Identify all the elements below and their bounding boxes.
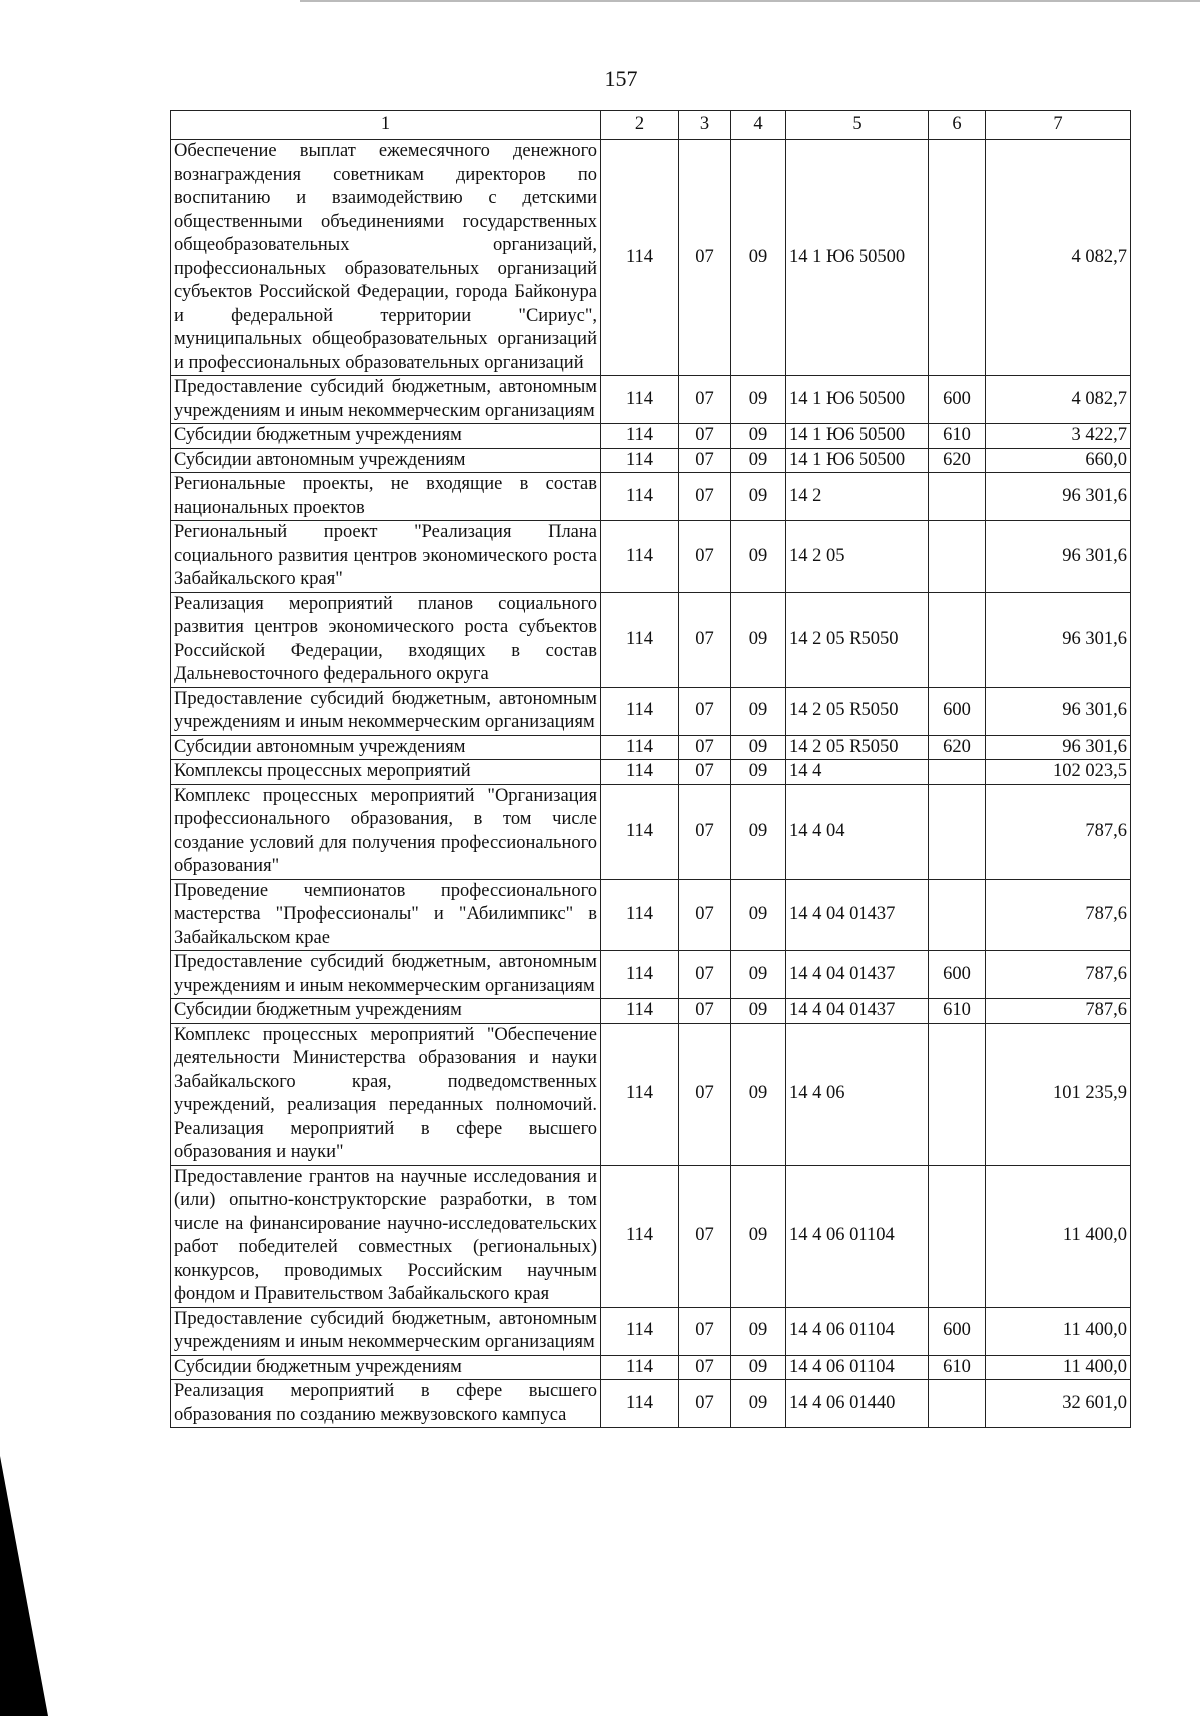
table-row: [171, 879, 1131, 951]
target-article-cell: 14 4: [786, 760, 929, 785]
column-header: 3: [679, 111, 731, 140]
expense-type-cell: 610: [929, 424, 986, 449]
target-article-cell: 14 2 05 R5050: [786, 687, 929, 735]
amount-cell: 660,0: [986, 448, 1131, 473]
amount-cell: 11 400,0: [986, 1307, 1131, 1355]
column-header: 6: [929, 111, 986, 140]
row-name-cell: Предоставление грантов на научные исследования и (или) опытно-конструкторские разработки, в том числе на финансирование научно-исследовательских работ победителей совместных (региональных) конкурсов, проводимых Российским научным фондом и Правительством Забайкальского края: [171, 1165, 601, 1307]
ministry-code-cell: 114: [601, 1380, 679, 1428]
table-row: [171, 687, 1131, 735]
section-code-cell: 07: [679, 951, 731, 999]
table-row: [171, 999, 1131, 1024]
subsection-code-cell: 09: [731, 784, 786, 879]
amount-cell: 96 301,6: [986, 521, 1131, 593]
subsection-code-cell: 09: [731, 760, 786, 785]
ministry-code-cell: 114: [601, 784, 679, 879]
expense-type-cell: 600: [929, 951, 986, 999]
subsection-code-cell: 09: [731, 735, 786, 760]
expense-type-cell: [929, 784, 986, 879]
subsection-code-cell: 09: [731, 687, 786, 735]
section-code-cell: 07: [679, 735, 731, 760]
table-row: [171, 521, 1131, 593]
target-article-cell: 14 4 06 01104: [786, 1307, 929, 1355]
section-code-cell: 07: [679, 999, 731, 1024]
budget-table: [170, 110, 1131, 1428]
amount-cell: 96 301,6: [986, 735, 1131, 760]
expense-type-cell: [929, 592, 986, 687]
target-article-cell: 14 4 04 01437: [786, 879, 929, 951]
row-name-cell: Субсидии бюджетным учреждениям: [171, 999, 601, 1024]
section-code-cell: 07: [679, 1307, 731, 1355]
row-name-cell: Реализация мероприятий в сфере высшего образования по созданию межвузовского кампуса: [171, 1380, 601, 1428]
ministry-code-cell: 114: [601, 1307, 679, 1355]
table-row: [171, 951, 1131, 999]
expense-type-cell: 610: [929, 999, 986, 1024]
amount-cell: 32 601,0: [986, 1380, 1131, 1428]
table-row: [171, 424, 1131, 449]
ministry-code-cell: 114: [601, 424, 679, 449]
ministry-code-cell: 114: [601, 687, 679, 735]
table-row: [171, 760, 1131, 785]
row-name-cell: Предоставление субсидий бюджетным, автономным учреждениям и иным некоммерческим организациям: [171, 687, 601, 735]
ministry-code-cell: 114: [601, 521, 679, 593]
section-code-cell: 07: [679, 424, 731, 449]
row-name-cell: Проведение чемпионатов профессионального мастерства "Профессионалы" и "Абилимпикс" в Забайкальском крае: [171, 879, 601, 951]
ministry-code-cell: 114: [601, 879, 679, 951]
table-row: [171, 1307, 1131, 1355]
row-name-cell: Предоставление субсидий бюджетным, автономным учреждениям и иным некоммерческим организациям: [171, 951, 601, 999]
amount-cell: 787,6: [986, 879, 1131, 951]
expense-type-cell: [929, 1165, 986, 1307]
row-name-cell: Региональные проекты, не входящие в состав национальных проектов: [171, 473, 601, 521]
section-code-cell: 07: [679, 760, 731, 785]
target-article-cell: 14 2 05: [786, 521, 929, 593]
target-article-cell: 14 4 06 01104: [786, 1165, 929, 1307]
subsection-code-cell: 09: [731, 1165, 786, 1307]
subsection-code-cell: 09: [731, 951, 786, 999]
subsection-code-cell: 09: [731, 1307, 786, 1355]
section-code-cell: 07: [679, 1380, 731, 1428]
subsection-code-cell: 09: [731, 473, 786, 521]
amount-cell: 11 400,0: [986, 1355, 1131, 1380]
amount-cell: 96 301,6: [986, 687, 1131, 735]
amount-cell: 787,6: [986, 951, 1131, 999]
amount-cell: 787,6: [986, 999, 1131, 1024]
subsection-code-cell: 09: [731, 424, 786, 449]
target-article-cell: 14 1 Ю6 50500: [786, 424, 929, 449]
section-code-cell: 07: [679, 1023, 731, 1165]
table-row: [171, 1165, 1131, 1307]
subsection-code-cell: 09: [731, 879, 786, 951]
section-code-cell: 07: [679, 376, 731, 424]
target-article-cell: 14 2: [786, 473, 929, 521]
row-name-cell: Комплексы процессных мероприятий: [171, 760, 601, 785]
table-row: [171, 473, 1131, 521]
row-name-cell: Реализация мероприятий планов социального развития центров экономического роста субъектов Российской Федерации, входящих в состав Дальневосточного федерального округа: [171, 592, 601, 687]
table-body: [171, 140, 1131, 1428]
amount-cell: 4 082,7: [986, 140, 1131, 376]
section-code-cell: 07: [679, 140, 731, 376]
section-code-cell: 07: [679, 448, 731, 473]
table-row: [171, 1023, 1131, 1165]
expense-type-cell: [929, 1380, 986, 1428]
amount-cell: 4 082,7: [986, 376, 1131, 424]
table-row: [171, 140, 1131, 376]
page-number: 157: [604, 66, 638, 91]
ministry-code-cell: 114: [601, 140, 679, 376]
target-article-cell: 14 4 04 01437: [786, 951, 929, 999]
target-article-cell: 14 4 06 01104: [786, 1355, 929, 1380]
column-header: 7: [986, 111, 1131, 140]
target-article-cell: 14 2 05 R5050: [786, 735, 929, 760]
amount-cell: 102 023,5: [986, 760, 1131, 785]
row-name-cell: Субсидии бюджетным учреждениям: [171, 424, 601, 449]
column-header: 5: [786, 111, 929, 140]
amount-cell: 3 422,7: [986, 424, 1131, 449]
subsection-code-cell: 09: [731, 521, 786, 593]
expense-type-cell: 610: [929, 1355, 986, 1380]
target-article-cell: 14 1 Ю6 50500: [786, 376, 929, 424]
expense-type-cell: [929, 140, 986, 376]
subsection-code-cell: 09: [731, 592, 786, 687]
table-row: [171, 592, 1131, 687]
row-name-cell: Комплекс процессных мероприятий "Организация профессионального образования, в том числе создание условий для получения профессионального образования": [171, 784, 601, 879]
section-code-cell: 07: [679, 521, 731, 593]
expense-type-cell: [929, 521, 986, 593]
table-row: [171, 376, 1131, 424]
expense-type-cell: 600: [929, 1307, 986, 1355]
expense-type-cell: 620: [929, 448, 986, 473]
ministry-code-cell: 114: [601, 473, 679, 521]
ministry-code-cell: 114: [601, 376, 679, 424]
target-article-cell: 14 1 Ю6 50500: [786, 448, 929, 473]
subsection-code-cell: 09: [731, 1380, 786, 1428]
table-row: [171, 1355, 1131, 1380]
expense-type-cell: [929, 760, 986, 785]
ministry-code-cell: 114: [601, 1355, 679, 1380]
column-header: 4: [731, 111, 786, 140]
expense-type-cell: 620: [929, 735, 986, 760]
ministry-code-cell: 114: [601, 999, 679, 1024]
target-article-cell: 14 1 Ю6 50500: [786, 140, 929, 376]
section-code-cell: 07: [679, 879, 731, 951]
ministry-code-cell: 114: [601, 735, 679, 760]
ministry-code-cell: 114: [601, 951, 679, 999]
row-name-cell: Субсидии автономным учреждениям: [171, 735, 601, 760]
amount-cell: 96 301,6: [986, 592, 1131, 687]
table-row: [171, 448, 1131, 473]
subsection-code-cell: 09: [731, 448, 786, 473]
column-header: 1: [171, 111, 601, 140]
table-header-row: [171, 111, 1131, 140]
target-article-cell: 14 2 05 R5050: [786, 592, 929, 687]
target-article-cell: 14 4 04: [786, 784, 929, 879]
expense-type-cell: 600: [929, 376, 986, 424]
column-header: 2: [601, 111, 679, 140]
subsection-code-cell: 09: [731, 999, 786, 1024]
expense-type-cell: [929, 1023, 986, 1165]
subsection-code-cell: 09: [731, 1023, 786, 1165]
section-code-cell: 07: [679, 592, 731, 687]
subsection-code-cell: 09: [731, 1355, 786, 1380]
expense-type-cell: 600: [929, 687, 986, 735]
row-name-cell: Субсидии бюджетным учреждениям: [171, 1355, 601, 1380]
table-row: [171, 735, 1131, 760]
amount-cell: 787,6: [986, 784, 1131, 879]
row-name-cell: Региональный проект "Реализация Плана социального развития центров экономического роста Забайкальского края": [171, 521, 601, 593]
section-code-cell: 07: [679, 1355, 731, 1380]
table-row: [171, 1380, 1131, 1428]
scan-top-rule: [300, 0, 1200, 2]
row-name-cell: Предоставление субсидий бюджетным, автономным учреждениям и иным некоммерческим организациям: [171, 1307, 601, 1355]
target-article-cell: 14 4 04 01437: [786, 999, 929, 1024]
section-code-cell: 07: [679, 687, 731, 735]
row-name-cell: Предоставление субсидий бюджетным, автономным учреждениям и иным некоммерческим организациям: [171, 376, 601, 424]
target-article-cell: 14 4 06: [786, 1023, 929, 1165]
ministry-code-cell: 114: [601, 1165, 679, 1307]
table-row: [171, 784, 1131, 879]
section-code-cell: 07: [679, 1165, 731, 1307]
row-name-cell: Обеспечение выплат ежемесячного денежного вознаграждения советникам директоров по воспитанию и взаимодействию с детскими общественными объединениями государственных общеобразовательных организаций, профессиональных образовательных организаций субъектов Российской Федерации, города Байконура и федеральной территории "Сириус", муниципальных общеобразовательных организаций и профессиональных образовательных организаций: [171, 140, 601, 376]
ministry-code-cell: 114: [601, 592, 679, 687]
section-code-cell: 07: [679, 473, 731, 521]
amount-cell: 11 400,0: [986, 1165, 1131, 1307]
subsection-code-cell: 09: [731, 140, 786, 376]
ministry-code-cell: 114: [601, 448, 679, 473]
target-article-cell: 14 4 06 01440: [786, 1380, 929, 1428]
amount-cell: 101 235,9: [986, 1023, 1131, 1165]
row-name-cell: Субсидии автономным учреждениям: [171, 448, 601, 473]
expense-type-cell: [929, 473, 986, 521]
expense-type-cell: [929, 879, 986, 951]
ministry-code-cell: 114: [601, 1023, 679, 1165]
row-name-cell: Комплекс процессных мероприятий "Обеспечение деятельности Министерства образования и науки Забайкальского края, подведомственных учреждений, реализация переданных полномочий. Реализация мероприятий в сфере высшего образования и науки": [171, 1023, 601, 1165]
scan-shadow-edge: [0, 1456, 48, 1716]
subsection-code-cell: 09: [731, 376, 786, 424]
amount-cell: 96 301,6: [986, 473, 1131, 521]
ministry-code-cell: 114: [601, 760, 679, 785]
section-code-cell: 07: [679, 784, 731, 879]
